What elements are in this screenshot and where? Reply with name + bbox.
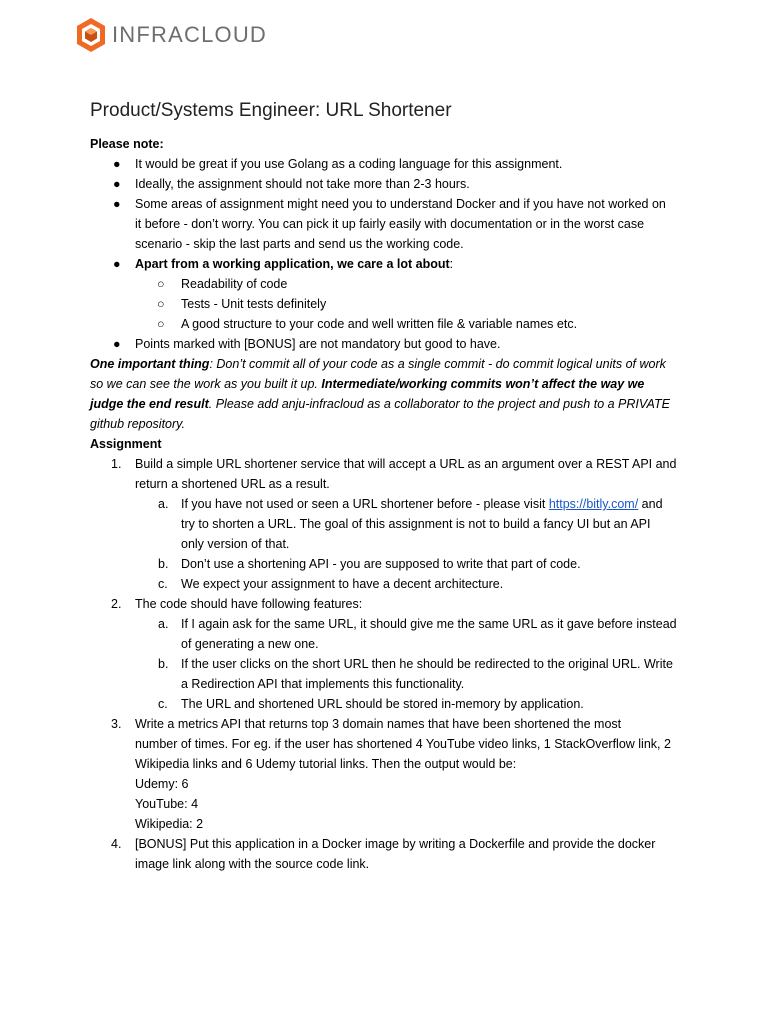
important-note-continued: so we can see the work as you built it up. Intermediate/working commits won’t affect the way we xyxy=(90,377,645,391)
logo-wordmark: INFRACLOUD xyxy=(112,22,268,47)
infracloud-logo-icon xyxy=(75,17,107,53)
assignment-item: 4. [BONUS] Put this application in a Docker image by writing a Dockerfile and provide the docker xyxy=(90,834,690,854)
assignment-sub-item: b. If the user clicks on the short URL then he should be redirected to the original URL. Write xyxy=(90,654,690,674)
assignment-item-continued: Wikipedia links and 6 Udemy tutorial links. Then the output would be: xyxy=(135,757,517,771)
bitly-link[interactable]: https://bitly.com/ xyxy=(548,497,639,511)
note-item: ● It would be great if you use Golang as a coding language for this assignment. xyxy=(90,154,690,174)
assignment-heading: Assignment xyxy=(90,437,162,451)
metrics-output-line: YouTube: 4 xyxy=(135,797,199,811)
note-item-continued: scenario - skip the last parts and send us the working code. xyxy=(135,237,464,251)
assignment-sub-item: a. If I again ask for the same URL, it should give me the same URL as it gave before instead xyxy=(90,614,690,634)
note-item: ● Ideally, the assignment should not take more than 2-3 hours. xyxy=(90,174,690,194)
metrics-output-line: Wikipedia: 2 xyxy=(135,817,204,831)
assignment-item: 2. The code should have following features: xyxy=(90,594,690,614)
list-letter: b. xyxy=(158,657,169,671)
note-heading: Please note: xyxy=(90,137,164,151)
note-item: ● Some areas of assignment might need you to understand Docker and if you have not worked on xyxy=(90,194,690,214)
assignment-item-continued: image link along with the source code link. xyxy=(135,857,370,871)
metrics-output-line: Udemy: 6 xyxy=(135,777,189,791)
important-note-continued: github repository. xyxy=(90,417,185,431)
page-title: Product/Systems Engineer: URL Shortener xyxy=(90,100,452,121)
bullet-icon: ● xyxy=(113,157,121,171)
care-sub-item: ○ Tests - Unit tests definitely xyxy=(90,294,690,314)
list-letter: b. xyxy=(158,557,169,571)
list-letter: a. xyxy=(158,617,169,631)
care-sub-item: ○ A good structure to your code and well written file & variable names etc. xyxy=(90,314,690,334)
important-note: One important thing: Don’t commit all of your code as a single commit - do commit logical units of work xyxy=(90,357,666,371)
list-letter: c. xyxy=(158,577,168,591)
circle-bullet-icon: ○ xyxy=(157,297,165,311)
document-body xyxy=(90,98,690,874)
bullet-icon: ● xyxy=(113,337,121,351)
circle-bullet-icon: ○ xyxy=(157,317,165,331)
bullet-icon: ● xyxy=(113,177,121,191)
note-item: ● Points marked with [BONUS] are not mandatory but good to have. xyxy=(90,334,690,354)
circle-bullet-icon: ○ xyxy=(157,277,165,291)
care-item: ● Apart from a working application, we care a lot about: xyxy=(90,254,690,274)
infracloud-logo xyxy=(75,16,267,54)
assignment-sub-item: b. Don’t use a shortening API - you are supposed to write that part of code. xyxy=(90,554,690,574)
assignment-item-continued: return a shortened URL as a result. xyxy=(135,477,330,491)
assignment-sub-item-continued: of generating a new one. xyxy=(181,637,319,651)
assignment-sub-item-continued: try to shorten a URL. The goal of this assignment is not to build a fancy UI but an API xyxy=(181,517,651,531)
assignment-sub-item: c. The URL and shortened URL should be stored in-memory by application. xyxy=(90,694,690,714)
list-number: 4. xyxy=(111,837,122,851)
note-item-continued: it before - don’t worry. You can pick it up fairly easily with documentation or in the worst case xyxy=(135,217,645,231)
list-letter: c. xyxy=(158,697,168,711)
list-number: 1. xyxy=(111,457,122,471)
bullet-icon: ● xyxy=(113,197,121,211)
assignment-item-continued: number of times. For eg. if the user has shortened 4 YouTube video links, 1 StackOverflow link, 2 xyxy=(135,737,671,751)
important-note-continued: judge the end result. Please add anju-infracloud as a collaborator to the project and push to a PRIVATE xyxy=(90,397,670,411)
assignment-item: 3. Write a metrics API that returns top 3 domain names that have been shortened the most xyxy=(90,714,690,734)
assignment-sub-item-continued: only version of that. xyxy=(181,537,290,551)
care-sub-item: ○ Readability of code xyxy=(90,274,690,294)
assignment-sub-item-continued: a Redirection API that implements this functionality. xyxy=(181,677,465,691)
list-number: 3. xyxy=(111,717,122,731)
bullet-icon: ● xyxy=(113,257,121,271)
list-number: 2. xyxy=(111,597,122,611)
assignment-sub-item: a. If you have not used or seen a URL shortener before - please visit https://bitly.com/ and xyxy=(90,494,690,514)
assignment-sub-item: c. We expect your assignment to have a decent architecture. xyxy=(90,574,690,594)
list-letter: a. xyxy=(158,497,169,511)
assignment-item: 1. Build a simple URL shortener service that will accept a URL as an argument over a REST API and xyxy=(90,454,690,474)
